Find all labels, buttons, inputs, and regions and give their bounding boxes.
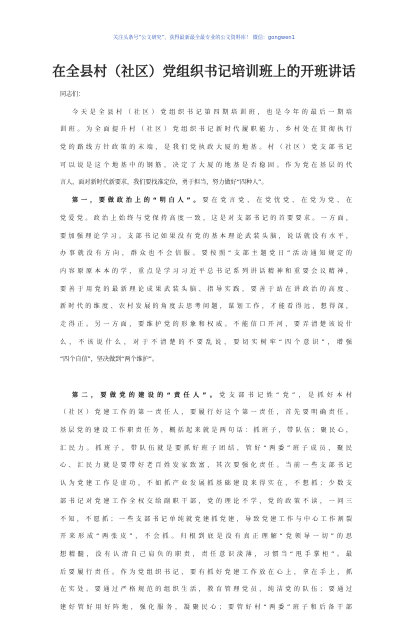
line-text: 要在党言党、在党忧党、在党为党、在: [202, 197, 352, 205]
line-text: 基层党的建设工作职责任务，概括起来就是两句话：抓班子，带队伍；聚民心，: [60, 427, 352, 435]
line-text: 内容原原本本的学，重点是学习习近平总书记系列讲话精神和重要会议精神，: [60, 267, 352, 275]
document-title: 在全县村（社区）党组织书记培训班上的开班讲话: [52, 64, 356, 80]
line-text: 办事就没有方向，群众也不会信服。要按照“支部主题党日”活动通知规定的: [60, 250, 352, 258]
text-line: [60, 316, 352, 334]
header-banner[interactable]: 关注头条号“公文研究”，获得最新最全最专业的公文资料库！ 微信：gongwen1: [113, 35, 295, 41]
line-text: 言人，面对新时代新要求，我们要找准定位，勇于担当，努力做好“四种人”。: [60, 179, 268, 187]
line-text: 么，不该说什么，对于不清楚的不要乱说，要切实树牢“四个意识”，增强: [60, 338, 352, 346]
text-line: [60, 139, 352, 157]
document-body: [60, 86, 352, 617]
line-text: 想精髓，没有认清自己肩负的职责，责任意识淡薄，习惯当“甩手掌柜”。最: [60, 550, 352, 558]
text-line: [60, 263, 352, 281]
text-line: [60, 564, 352, 582]
line-text: 今天是全县村（社区）党组织书记第四期培训班，也是今年的最后一期培: [72, 108, 352, 116]
line-text: 党的路线方针政策的末端，是我们党执政大厦的地基。村（社区）党支部书记: [60, 144, 352, 152]
text-line: [60, 546, 352, 564]
line-text: 要加强理论学习。支部书记如果没有党的基本理论武装头脑，说话就没有水平，: [60, 232, 352, 240]
text-line: [60, 369, 352, 387]
text-line: [60, 86, 352, 104]
line-text: 认为党建工作是虚功，不如抓产业发展抓基础建设来得实在，不想抓；少数支: [60, 480, 352, 488]
line-text: （社区）党建工作的第一责任人，要履行好这个第一责任，首先要明确责任。: [60, 409, 352, 417]
line-text: “四个自信”，坚决做到“两个维护”。: [60, 356, 158, 364]
text-line: [60, 192, 352, 210]
line-text: 要善于用党的最新理论成果武装头脑、指导实践，要善于站在讲政治的高度、: [60, 285, 352, 293]
text-line: [60, 228, 352, 246]
line-text: 党爱党。政治上始终与党保持高度一致，这是对支部书记的首要要求。一方面，: [60, 214, 352, 222]
section-heading: 第一，要做政治上的“明白人”。: [72, 197, 203, 205]
line-text: 后要履行责任。作为党组织书记，要有抓好党建工作放在心上，拿在手上，抓: [60, 568, 352, 576]
line-text: 训班。为全面提升村（社区）党组织书记新时代履职能力，乡村处在贯彻执行: [60, 126, 352, 134]
text-line: [60, 440, 352, 458]
text-line: [60, 298, 352, 316]
text-line: [60, 475, 352, 493]
line-text: 在实处。要通过严格规范的组织生活，教育管理党员，纯洁党的队伍；要通过: [60, 586, 352, 594]
text-line: [60, 387, 352, 405]
text-line: [60, 174, 352, 192]
line-text: 走得正。另一方面，要维护党的形象和权威。不能信口开河，要弄清楚该说什: [60, 320, 352, 328]
text-line: [60, 581, 352, 599]
text-line: [60, 457, 352, 475]
text-line: [60, 528, 352, 546]
text-line: [60, 104, 352, 122]
text-line: [60, 281, 352, 299]
text-line: [60, 511, 352, 529]
text-line: [60, 334, 352, 352]
line-text: 可以说是这个地基中的钢筋，决定了大厦的地基是否稳固。作为党在基层的代: [60, 161, 352, 169]
line-text: 部书记对党建工作全权交给副职干部，党的理论不学，党的政策不读，一问三: [60, 497, 352, 505]
line-text: 不知，不愿抓；一些支部书记单纯就党建抓党建，导致党建工作与中心工作割裂: [60, 515, 352, 523]
text-line: [60, 245, 352, 263]
line-text: 党支部书记姓“党”，是抓好本村: [219, 391, 352, 399]
text-line: [60, 121, 352, 139]
text-line: [60, 422, 352, 440]
line-text: 同志们：: [60, 91, 85, 98]
text-line: [60, 599, 352, 617]
line-text: 新时代的维度、农村发展的角度去思考问题，谋划工作，才能看得远，想得深，: [60, 303, 352, 311]
text-line: [60, 404, 352, 422]
line-text: 汇民力。抓班子，带队伍就是要抓好班子团结，管好“两委”班子成员，聚民: [60, 444, 352, 452]
text-line: [60, 351, 352, 369]
section-heading: 第二，要做党的建设的“责任人”。: [72, 391, 220, 399]
text-line: [60, 493, 352, 511]
line-text: 建好管好用好阵地，强化服务，凝聚民心；要管好村“两委”班子和后备干部: [60, 603, 352, 611]
line-text: 心、汇民力就是要带好老百姓发家致富，其次要强化责任。当前一些支部书记: [60, 462, 352, 470]
line-text: 开来形成“两张皮”，不会抓。归根到底是没有真正理解“党领导一切”的思: [60, 533, 352, 541]
text-line: [60, 210, 352, 228]
text-line: [60, 157, 352, 175]
